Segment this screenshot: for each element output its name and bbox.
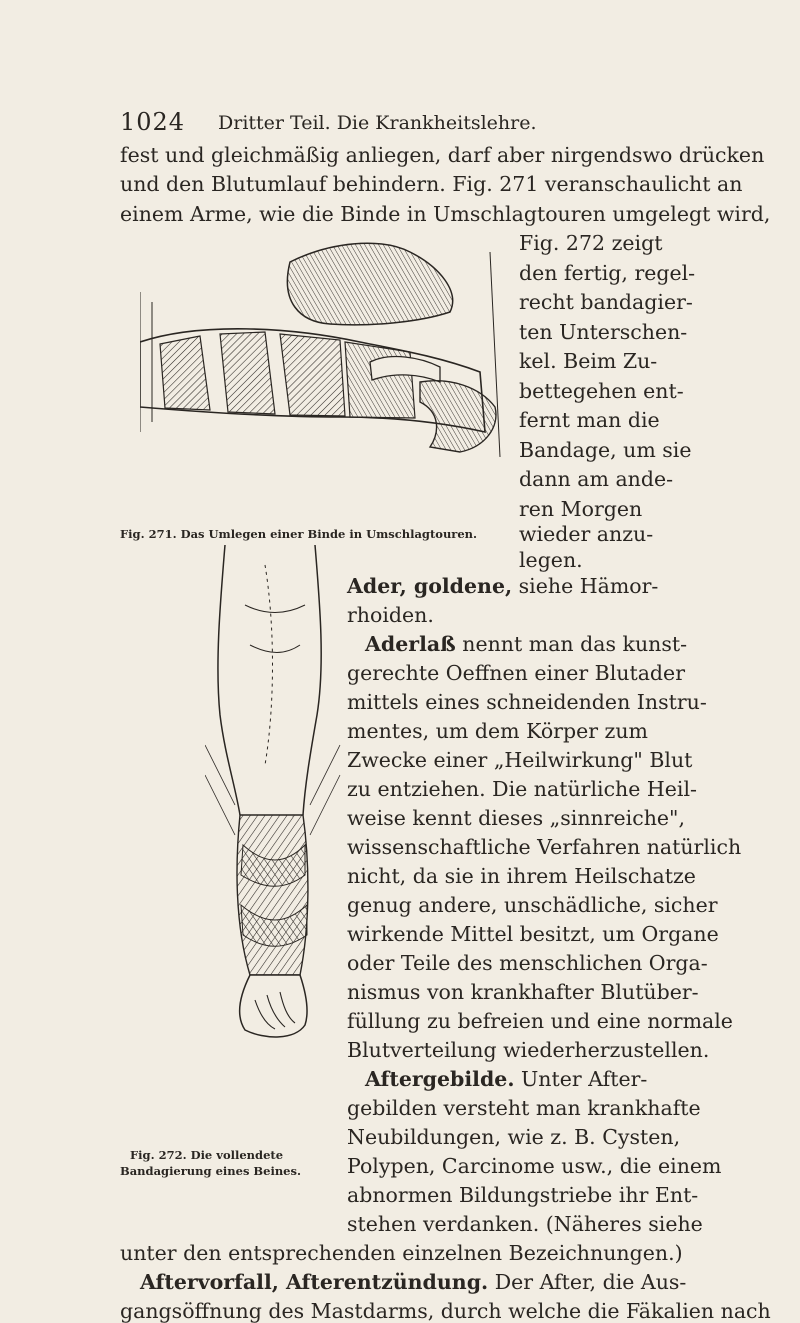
text-line: oder Teile des menschlichen Orga- — [347, 951, 708, 975]
text-line: unter den entsprechenden einzelnen Bezeichnungen.) — [120, 1241, 683, 1265]
entry-term: Aftergebilde. — [365, 1067, 515, 1091]
text-line: gerechte Oeffnen einer Blutader — [347, 661, 685, 685]
text-line: genug andere, unschädliche, sicher — [347, 893, 718, 917]
text-line: gangsöffnung des Mastdarms, durch welche die Fäkalien nach — [120, 1299, 771, 1323]
text-line: nicht, da sie in ihrem Heilschatze — [347, 864, 696, 888]
bandaging-arm-illustration — [140, 232, 512, 464]
text-line: fernt man die — [519, 408, 660, 432]
text-line: und den Blutumlauf behindern. Fig. 271 veranschaulicht an — [120, 172, 743, 196]
text-line: zu entziehen. Die natürliche Heil- — [347, 777, 697, 801]
text-line: den fertig, regel- — [519, 261, 696, 285]
entry-term: Ader, goldene, — [347, 574, 513, 598]
page-header — [120, 108, 680, 148]
figure-272-caption-line-2: Bandagierung eines Beines. — [120, 1164, 301, 1178]
figure-271 — [140, 232, 512, 464]
text-line: bettegehen ent- — [519, 379, 684, 403]
entry-text: siehe Hämor- — [518, 574, 659, 598]
text-line: dann am ande- — [519, 467, 674, 491]
figure-272-caption-line-1: Fig. 272. Die vollendete — [130, 1148, 284, 1162]
text-line: stehen verdanken. (Näheres siehe — [347, 1212, 703, 1236]
entry-text: Der After, die Aus- — [494, 1270, 687, 1294]
entry-term: Aderlaß — [365, 632, 456, 656]
text-line: abnormen Bildungstriebe ihr Ent- — [347, 1183, 699, 1207]
text-line: legen. — [519, 548, 583, 572]
text-line: ren Morgen — [519, 497, 643, 521]
text-line: mentes, um dem Körper zum — [347, 719, 648, 743]
figure-271-caption: Fig. 271. Das Umlegen einer Binde in Umschlagtouren. — [120, 527, 478, 541]
text-line: recht bandagier- — [519, 290, 693, 314]
text-line: Neubildungen, wie z. B. Cysten, — [347, 1125, 681, 1149]
text-line: Zwecke einer „Heilwirkung" Blut — [347, 748, 693, 772]
text-line: gebilden versteht man krankhafte — [347, 1096, 701, 1120]
text-line: Blutverteilung wiederherzustellen. — [347, 1038, 710, 1062]
entry-text: nennt man das kunst- — [462, 632, 688, 656]
text-line: einem Arme, wie die Binde in Umschlagtouren umgelegt wird, — [120, 202, 771, 226]
text-line: wirkende Mittel besitzt, um Organe — [347, 922, 719, 946]
page-number: 1024 — [120, 108, 186, 136]
text-line: wissenschaftliche Verfahren natürlich — [347, 835, 742, 859]
text-line: wieder anzu- — [519, 522, 654, 546]
entry-aftergebilde — [365, 1067, 647, 1091]
text-line: rhoiden. — [347, 603, 434, 627]
text-line: ten Unterschen- — [519, 320, 688, 344]
bandaged-leg-illustration — [205, 545, 345, 1040]
entry-aderlass — [365, 632, 687, 656]
text-line: füllung zu befreien und eine normale — [347, 1009, 733, 1033]
text-line: nismus von krankhafter Blutüber- — [347, 980, 699, 1004]
text-line: Bandage, um sie — [519, 438, 692, 462]
entry-ader — [347, 574, 658, 598]
entry-term: Aftervorfall, Afterentzündung. — [140, 1270, 489, 1294]
text-line: fest und gleichmäßig anliegen, darf aber nirgendswo drücken — [120, 143, 765, 167]
text-line: weise kennt dieses „sinnreiche", — [347, 806, 685, 830]
text-line: mittels eines schneidenden Instru- — [347, 690, 707, 714]
text-line: kel. Beim Zu- — [519, 349, 658, 373]
text-line: Polypen, Carcinome usw., die einem — [347, 1154, 722, 1178]
entry-aftervorfall — [140, 1270, 687, 1294]
figure-272 — [205, 545, 345, 1040]
text-line: Fig. 272 zeigt — [519, 231, 663, 255]
entry-text: Unter After- — [521, 1067, 648, 1091]
running-title: Dritter Teil. Die Krankheitslehre. — [218, 112, 537, 134]
